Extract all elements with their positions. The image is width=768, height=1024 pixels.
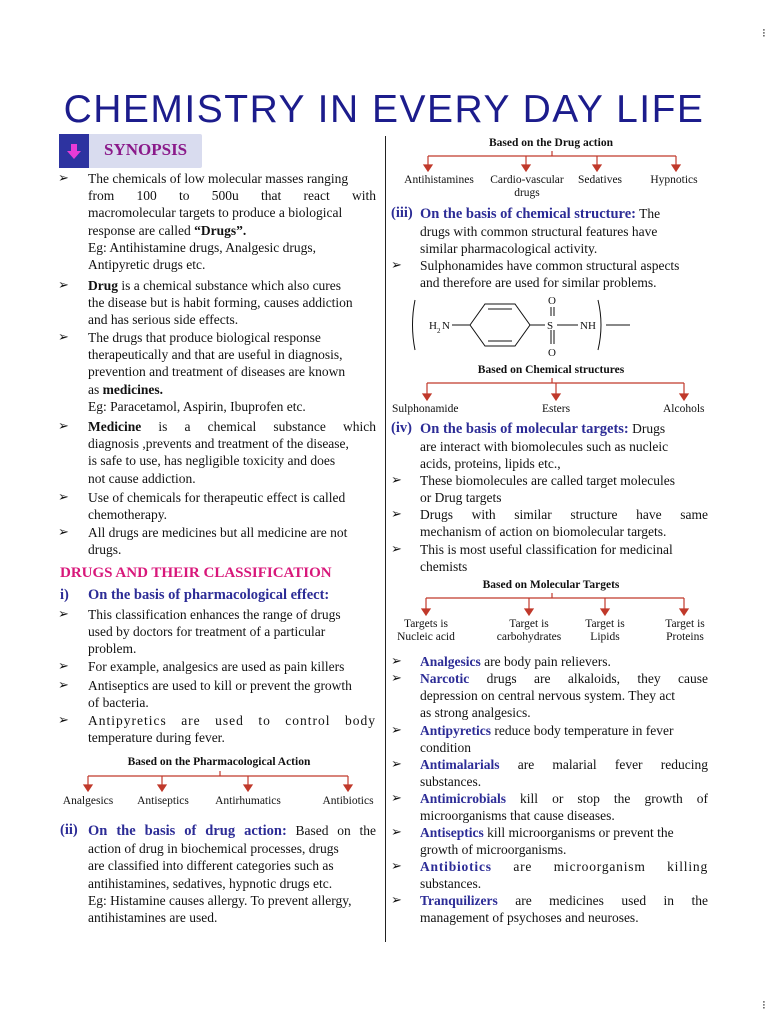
text-line: Antiseptics are used to kill or prevent the growth [88, 678, 352, 693]
drug-action-tree-caption: Based on the Drug action [489, 137, 613, 149]
page-edge-mark-bottom: ⁝ [762, 998, 766, 1012]
def-narcotic [420, 670, 708, 722]
tree-item-analgesics: Analgesics [62, 795, 114, 807]
text-line: Cardio-vascular [490, 174, 564, 186]
text-line [88, 381, 376, 398]
term-antimalarials: Antimalarials [420, 757, 500, 772]
text-span: Drugs [628, 421, 666, 436]
text-line [420, 722, 708, 739]
text-span: kill microorganisms or prevent the [483, 825, 674, 840]
text-line: diagnosis ,prevents and treatment of the disease, [88, 436, 349, 452]
structure-o-bottom-label: O [548, 347, 556, 359]
text-line [88, 222, 376, 239]
text-line: Proteins [666, 631, 704, 643]
text-line [88, 418, 376, 435]
text-line: substances. [420, 876, 482, 892]
arrowhead-bullet-icon: ➢ [58, 277, 69, 292]
text-line: prevention and treatment of diseases are known [88, 364, 346, 380]
text-line: Antipyretic drugs etc. [88, 257, 206, 273]
term-antipyretics: Antipyretics [420, 723, 491, 738]
bullet-target-molecules [420, 472, 708, 506]
text-line: Target is [509, 618, 549, 630]
arrowhead-bullet-icon: ➢ [391, 653, 402, 668]
def-antipyretics [420, 722, 708, 756]
tree-item-esters: Esters [541, 403, 571, 415]
text-line [420, 420, 708, 438]
term-antimicrobials: Antimicrobials [420, 791, 507, 806]
tree-item-alcohols: Alcohols [663, 403, 705, 415]
text-line: Antipyretics are used to control body [88, 713, 376, 728]
text-line [88, 822, 376, 840]
arrowhead-bullet-icon: ➢ [391, 257, 402, 272]
subsection-number-iv: (iv) [391, 420, 412, 436]
structure-subscript-2: 2 [437, 327, 441, 335]
structure-s-label: S [547, 320, 554, 332]
text-line: problem. [88, 641, 137, 657]
text-line [88, 277, 376, 294]
arrowhead-bullet-icon: ➢ [58, 170, 69, 185]
drug-action-tree-connectors [392, 150, 712, 174]
text-line: and has serious side effects. [88, 312, 239, 328]
page-edge-mark-top: ⁝ [762, 26, 766, 40]
term-narcotic: Narcotic [420, 671, 470, 686]
text-line: This classification enhances the range of drugs [88, 607, 341, 622]
bullet-similar-structure [420, 506, 708, 540]
bullet-antiseptics [88, 677, 376, 711]
arrowhead-bullet-icon: ➢ [58, 329, 69, 344]
bullet-chemotherapy [88, 489, 376, 523]
text-line: Target is [665, 618, 705, 630]
section-heading-classification: DRUGS AND THEIR CLASSIFICATION [60, 565, 332, 581]
subsection-drug-action [88, 822, 376, 926]
text-line: not cause addiction. [88, 470, 196, 486]
text-line: This is most useful classification for medicinal [420, 542, 673, 557]
text-line: growth of microorganisms. [420, 842, 567, 858]
text-line: Eg: Antihistamine drugs, Analgesic drugs, [88, 239, 316, 255]
structure-n-label: N [442, 320, 450, 332]
text-line: drugs with common structural features have [420, 224, 658, 240]
text-line: management of psychoses and neuroses. [420, 910, 639, 926]
subsection-chemical-structure [420, 205, 708, 258]
tree-item-antirhumatics: Antirhumatics [215, 795, 281, 807]
pharmacological-tree-connectors [60, 770, 380, 794]
tree-item-antiseptics: Antiseptics [137, 795, 189, 807]
text-span: response are called [88, 222, 195, 238]
def-antimalarials [420, 756, 708, 790]
text-span: reduce body temperature in fever [491, 723, 674, 738]
molecular-targets-tree-caption: Based on Molecular Targets [482, 579, 620, 591]
bullet-antipyretics [88, 712, 376, 746]
term-analgesics: Analgesics [420, 654, 481, 669]
text-line: antihistamines, sedatives, hypnotic drugs etc. [88, 875, 333, 891]
arrowhead-bullet-icon: ➢ [58, 524, 69, 539]
bullet-analgesics-example: For example, analgesics are used as pain killers [88, 659, 345, 674]
text-line: The drugs that produce biological response [88, 330, 321, 345]
text-line: These biomolecules are called target molecules [420, 473, 676, 488]
term-antibiotics: Antibiotics [420, 859, 492, 874]
text-line: of bacteria. [88, 695, 149, 711]
text-span: are microorganism killing [491, 859, 708, 874]
tree-item-sedatives: Sedatives [577, 174, 623, 186]
chemical-structure-tree-caption: Based on Chemical structures [477, 364, 625, 376]
arrowhead-bullet-icon: ➢ [58, 658, 69, 673]
structure-o-top-label: O [548, 295, 556, 307]
text-line: Nucleic acid [397, 631, 455, 643]
arrowhead-bullet-icon: ➢ [391, 722, 402, 737]
arrowhead-bullet-icon: ➢ [391, 790, 402, 805]
arrowhead-bullet-icon: ➢ [58, 489, 69, 504]
def-tranquilizers [420, 892, 708, 926]
text-line: Sulphonamides have common structural aspects [420, 258, 680, 273]
text-line: from 100 to 500u that react with [88, 188, 376, 204]
arrowhead-bullet-icon: ➢ [391, 892, 402, 907]
text-line: Eg: Histamine causes allergy. To prevent allergy, [88, 892, 352, 908]
text-line: All drugs are medicines but all medicine are not [88, 525, 348, 540]
text-line: acids, proteins, lipids etc., [420, 456, 561, 472]
structure-nh-label: NH [580, 320, 596, 332]
text-line: are classified into different categories such as [88, 858, 334, 874]
page-title: CHEMISTRY IN EVERY DAY LIFE [63, 88, 705, 131]
pharmacological-tree-caption: Based on the Pharmacological Action [127, 756, 311, 768]
text-span: are medicines used in the [497, 893, 708, 908]
text-line: Lipids [590, 631, 620, 643]
subsection-title-molecular-targets: On the basis of molecular targets: [420, 421, 629, 437]
text-line [420, 892, 708, 909]
text-span: is a chemical substance which also cures [118, 278, 342, 293]
drug-term: Drug [88, 278, 118, 293]
text-line: the disease but is habit forming, causes addiction [88, 295, 353, 311]
text-line: temperature during fever. [88, 730, 225, 746]
text-line: carbohydrates [496, 631, 562, 643]
arrowhead-bullet-icon: ➢ [391, 541, 402, 556]
subsection-molecular-targets [420, 420, 708, 473]
arrowhead-bullet-icon: ➢ [58, 418, 69, 433]
subsection-title-drug-action: On the basis of drug action: [88, 823, 287, 839]
sulphonamide-structure [410, 292, 640, 360]
text-line: action of drug in biochemical processes, drugs [88, 841, 339, 857]
text-line: or Drug targets [420, 490, 502, 506]
tree-item-sulphonamide: Sulphonamide [392, 403, 459, 415]
text-line: as strong analgesics. [420, 705, 531, 721]
def-analgesics [420, 653, 708, 670]
text-line: chemists [420, 559, 468, 575]
drugs-term: “Drugs”. [194, 222, 247, 238]
tree-item-proteins [652, 618, 718, 644]
text-span: as [88, 381, 103, 397]
column-divider [385, 136, 386, 942]
bullet-classification-range [88, 606, 376, 658]
bullet-medicines-definition [88, 329, 376, 415]
tree-item-antibiotics: Antibiotics [322, 795, 374, 807]
arrowhead-bullet-icon: ➢ [391, 756, 402, 771]
text-line: drugs [514, 187, 540, 199]
arrowhead-bullet-icon: ➢ [58, 712, 69, 727]
text-line: Target is [585, 618, 625, 630]
tree-item-cardio-vascular [484, 174, 570, 200]
arrowhead-bullet-icon: ➢ [391, 858, 402, 873]
text-line: therapeutically and that are useful in diagnosis, [88, 347, 343, 363]
medicine-term: Medicine [88, 419, 142, 434]
text-span: drugs are alkaloids, they cause [469, 671, 708, 686]
text-line: Use of chemicals for therapeutic effect is called [88, 490, 346, 505]
tree-item-hypnotics: Hypnotics [650, 174, 698, 186]
text-line: chemotherapy. [88, 507, 167, 523]
text-span: are body pain relievers. [480, 654, 611, 669]
text-line: condition [420, 740, 471, 756]
text-line: depression on central nervous system. They act [420, 688, 676, 704]
text-span: The [636, 206, 661, 221]
text-line: Targets is [403, 618, 449, 630]
text-line: are interact with biomolecules such as nucleic [420, 439, 669, 455]
text-line [420, 824, 708, 841]
tree-item-antihistamines: Antihistamines [404, 174, 474, 186]
text-span: are malarial fever reducing [499, 757, 708, 772]
text-line: microorganisms that cause diseases. [420, 808, 615, 824]
tree-item-nucleic-acid [388, 618, 464, 644]
text-span: Based on the [286, 823, 376, 838]
text-line: Drugs with similar structure have same [420, 507, 708, 522]
text-line: Eg: Paracetamol, Aspirin, Ibuprofen etc. [88, 398, 306, 414]
synopsis-label: SYNOPSIS [104, 140, 188, 159]
text-line: macromolecular targets to produce a biological [88, 205, 343, 221]
tree-item-lipids [574, 618, 636, 644]
def-antiseptics [420, 824, 708, 858]
subsection-number-iii: (iii) [391, 205, 413, 221]
bullet-drug-definition [88, 277, 376, 329]
molecular-targets-tree-connectors [392, 592, 712, 618]
bullet-sulphonamides [420, 257, 708, 291]
def-antibiotics [420, 858, 708, 892]
arrowhead-bullet-icon: ➢ [391, 670, 402, 685]
text-line: similar pharmacological activity. [420, 241, 598, 257]
text-span: kill or stop the growth of [506, 791, 708, 806]
arrowhead-bullet-icon: ➢ [391, 824, 402, 839]
subsection-title-chemical-structure: On the basis of chemical structure: [420, 206, 636, 222]
term-antiseptics: Antiseptics [420, 825, 484, 840]
subsection-number-ii: (ii) [60, 822, 78, 838]
arrowhead-bullet-icon: ➢ [58, 606, 69, 621]
medicines-term: medicines. [102, 381, 163, 397]
text-line [420, 670, 708, 687]
text-line: used by doctors for treatment of a particular [88, 624, 326, 640]
arrowhead-bullet-icon: ➢ [391, 506, 402, 521]
bullet-drugs-definition [88, 170, 376, 273]
text-line: drugs. [88, 542, 122, 558]
text-line [420, 790, 708, 807]
text-line [420, 653, 708, 670]
text-line [420, 205, 708, 223]
text-line: and therefore are used for similar problems. [420, 275, 657, 291]
term-tranquilizers: Tranquilizers [420, 893, 498, 908]
bullet-drugs-vs-medicines [88, 524, 376, 558]
text-line: mechanism of action on biomolecular targets. [420, 524, 667, 540]
structure-h-label: H [429, 320, 437, 332]
text-span: is a chemical substance which [141, 419, 376, 434]
subsection-number-i: i) [60, 587, 69, 603]
text-line [420, 756, 708, 773]
chemical-structure-tree-connectors [392, 377, 712, 403]
def-antimicrobials [420, 790, 708, 824]
bullet-useful-classification [420, 541, 708, 575]
text-line: is safe to use, has negligible toxicity and does [88, 453, 336, 469]
arrowhead-bullet-icon: ➢ [58, 677, 69, 692]
arrowhead-bullet-icon: ➢ [391, 472, 402, 487]
text-line: The chemicals of low molecular masses ranging [88, 171, 349, 186]
text-line: antihistamines are used. [88, 910, 218, 926]
subsection-title-pharmacological: On the basis of pharmacological effect: [88, 587, 330, 603]
down-arrow-icon [59, 134, 89, 168]
bullet-medicine-definition [88, 418, 376, 487]
text-line: substances. [420, 774, 482, 790]
text-line [420, 858, 708, 875]
tree-item-carbohydrates [488, 618, 570, 644]
